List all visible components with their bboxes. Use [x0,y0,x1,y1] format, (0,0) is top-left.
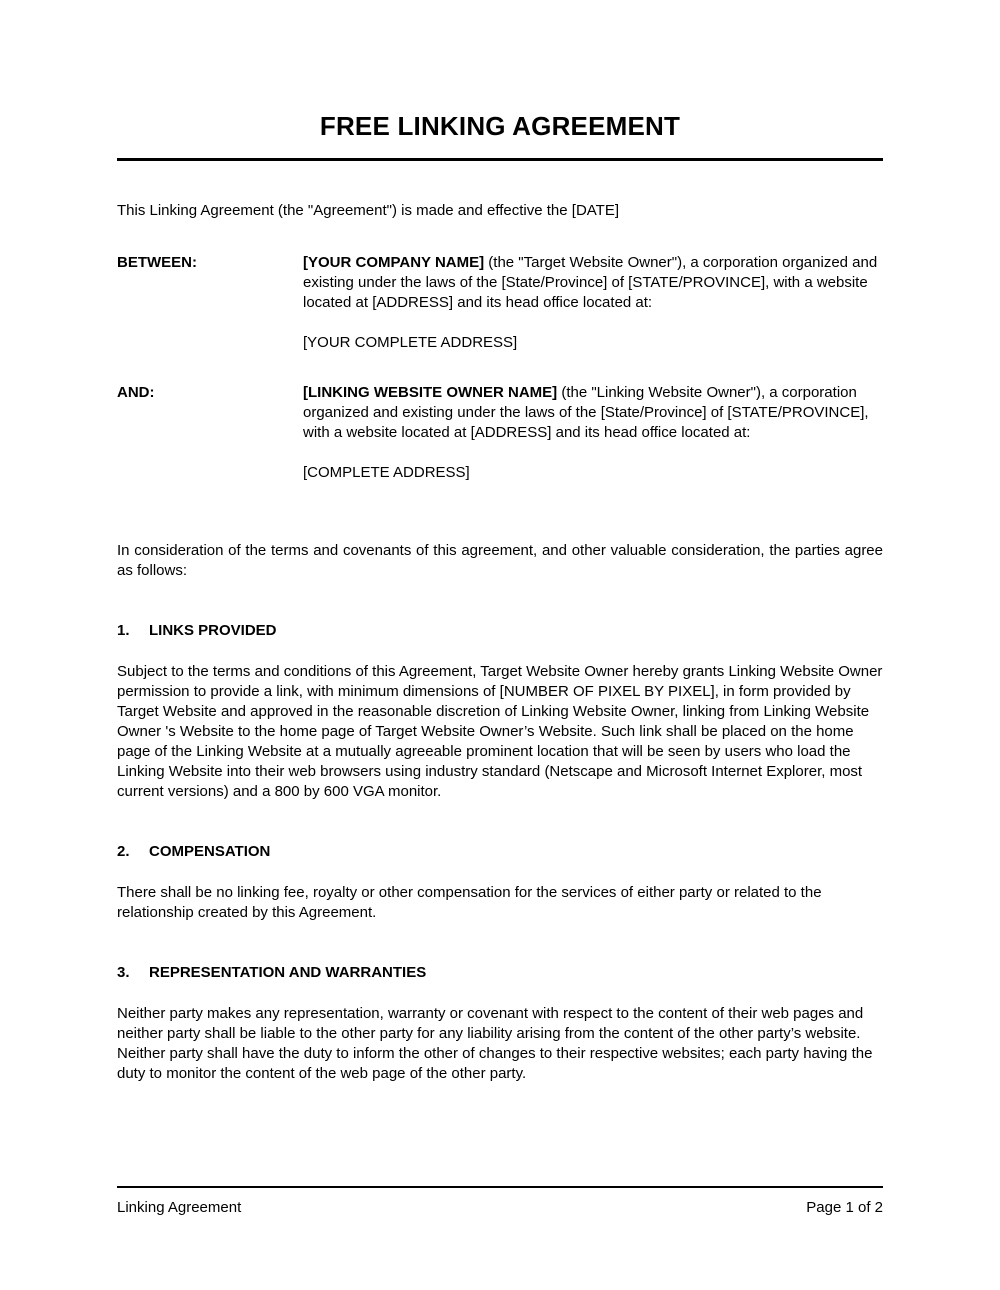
party-block-between [117,253,883,353]
footer-document-name: Linking Agreement [117,1199,242,1216]
section-2-title: COMPENSATION [149,842,271,860]
document-content [117,0,883,1099]
party-description-between [303,253,883,313]
footer-divider [117,1186,883,1188]
party-name-between: [YOUR COMPANY NAME] [303,253,485,271]
section-1-number: 1. [117,621,130,639]
party-text-and: (the "Linking Website Owner"), a corporation organized and existing under the laws of the [State/Province] of [STATE/PROVINCE], with a website located at [ADDRESS] and its head office located at: [303,383,869,441]
section-3-number: 3. [117,963,130,981]
title-divider [117,158,883,161]
section-3-title: REPRESENTATION AND WARRANTIES [149,963,427,981]
section-2 [117,842,883,923]
party-description-and [303,383,883,443]
section-3-heading [117,963,883,983]
section-2-heading [117,842,883,862]
footer-page-number: Page 1 of 2 [806,1199,883,1216]
intro-paragraph: This Linking Agreement (the "Agreement") is made and effective the [DATE] [117,201,620,219]
section-1 [117,621,883,802]
party-address-and: [COMPLETE ADDRESS] [303,463,470,481]
page-title: FREE LINKING AGREEMENT [319,111,681,141]
party-name-and: [LINKING WEBSITE OWNER NAME] [303,383,558,401]
party-label-between: BETWEEN: [117,253,197,271]
party-label-and: AND: [117,383,155,401]
consideration-paragraph: In consideration of the terms and covenants of this agreement, and other valuable consideration, the parties agree as follows: [117,541,883,579]
section-1-title: LINKS PROVIDED [149,621,277,639]
party-address-between: [YOUR COMPLETE ADDRESS] [303,333,518,351]
footer-row [117,1198,883,1218]
section-2-body: There shall be no linking fee, royalty or other compensation for the services of either party or related to the relationship created by this Agreement. [117,883,822,921]
section-1-heading [117,621,883,641]
page-footer [117,1186,883,1218]
section-3 [117,963,883,1084]
party-content-between [303,253,883,353]
party-text-between: (the "Target Website Owner"), a corporation organized and existing under the laws of the [State/Province] of [STATE/PROVINCE], with a website located at [ADDRESS] and its head office located at: [303,253,878,311]
section-2-number: 2. [117,842,130,860]
party-content-and [303,383,883,483]
section-3-body: Neither party makes any representation, warranty or covenant with respect to the content of their web pages and neither party shall be liable to the other party for any liability arising from the content of the other party’s website. Neither party shall have the duty to inform the other of changes to their respective websites; each party having the duty to monitor the content of the web page of the other party. [117,1004,873,1082]
party-block-and [117,383,883,483]
section-1-body: Subject to the terms and conditions of this Agreement, Target Website Owner hereby grants Linking Website Owner permission to provide a link, with minimum dimensions of [NUMBER OF PIXEL BY PIXEL], in form provided by Target Website and approved in the reasonable discretion of Linking Website Owner, linking from Linking Website Owner 's Website to the home page of Target Website Owner’s Website. Such link shall be placed on the home page of the Linking Website at a mutually agreeable prominent location that will be seen by users who load the Linking Website into their web browsers using industry standard (Netscape and Microsoft Internet Explorer, most current versions) and a 800 by 600 VGA monitor. [117,662,883,800]
